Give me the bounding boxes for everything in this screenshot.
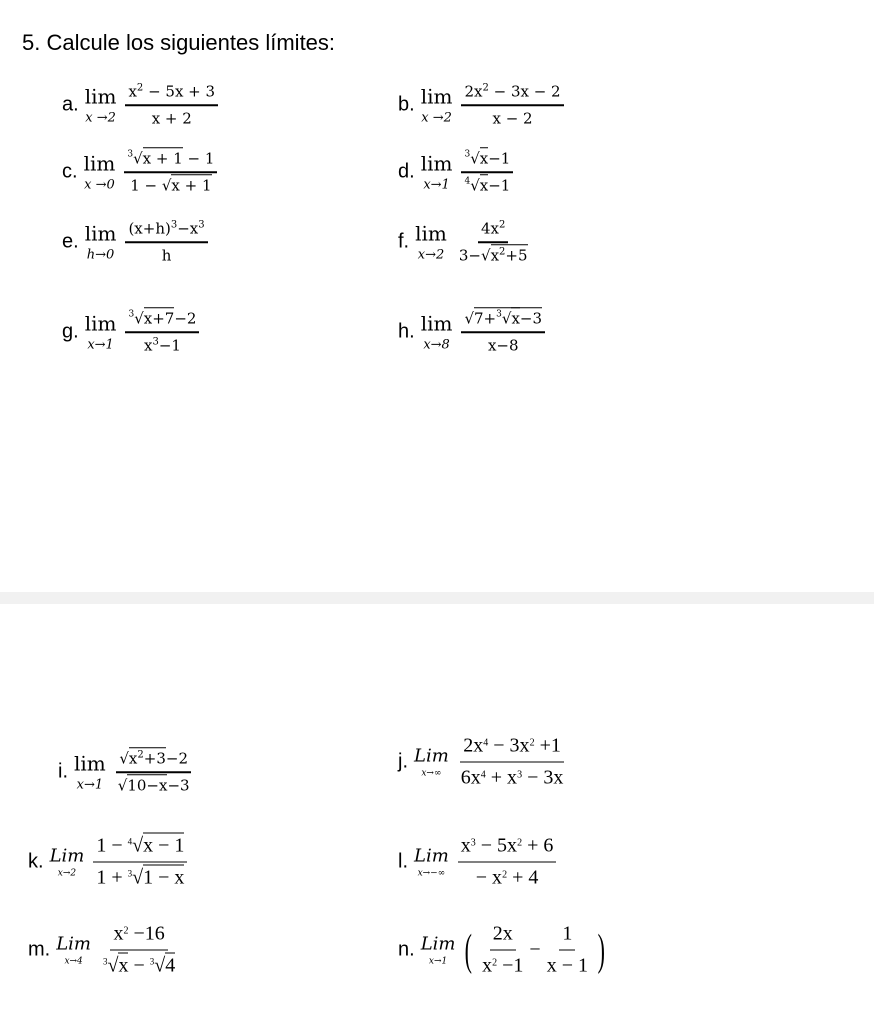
denominator — [115, 773, 193, 795]
radical-sign-icon: √ — [161, 176, 172, 194]
denominator — [456, 243, 531, 265]
limit-subscript: x→1 — [423, 177, 450, 193]
denominator — [159, 243, 175, 265]
limit-exercise — [28, 922, 181, 979]
denominator — [489, 106, 535, 128]
limit-exercise — [398, 922, 609, 979]
math-text: +1 — [534, 734, 561, 757]
numerator — [93, 834, 187, 863]
limit-exercise — [398, 82, 567, 128]
radical-sign-icon: √ — [134, 309, 144, 328]
lim-word: lim — [84, 311, 117, 336]
radical-sign-icon: √ — [107, 954, 119, 977]
fraction — [125, 309, 199, 355]
radical-sign-icon: √ — [470, 149, 480, 168]
radicand — [480, 147, 488, 167]
numerator — [461, 82, 563, 106]
denominator — [141, 333, 184, 355]
math-text: x − 2 — [492, 109, 533, 127]
superscript: 2 — [499, 246, 506, 257]
fraction — [461, 309, 545, 355]
math-text: x — [479, 149, 489, 168]
radicand — [144, 307, 175, 327]
superscript: 2 — [136, 82, 144, 94]
exercise-label: c. — [62, 160, 78, 183]
superscript: 3 — [517, 769, 523, 781]
radical — [464, 149, 488, 167]
math-text: 1 − — [96, 834, 128, 857]
root-index: 3 — [127, 149, 134, 160]
math-text: −3 — [167, 776, 190, 794]
limit-operator — [421, 934, 456, 967]
fraction — [479, 922, 526, 979]
math-text: 10−x — [127, 776, 168, 794]
math-text: − 5x + 3 — [143, 82, 216, 101]
limit-operator — [74, 752, 106, 793]
radical-sign-icon: √ — [501, 309, 512, 328]
numerator — [460, 734, 564, 763]
limit-subscript: x→4 — [64, 956, 83, 967]
math-text: −1 — [488, 176, 511, 194]
exercise-title: 5. Calcule los siguientes límites: — [22, 30, 336, 55]
radical-sign-icon: √ — [117, 776, 128, 794]
limit-exercise — [398, 734, 569, 791]
math-text: x+7 — [143, 309, 175, 328]
limit-subscript: h→0 — [86, 247, 115, 263]
limit-expression — [112, 749, 196, 795]
limit-subscript: x →2 — [421, 110, 452, 126]
radicand — [127, 774, 167, 794]
limit-subscript: x→−∞ — [417, 868, 446, 879]
limit-operator — [421, 152, 453, 193]
math-text: −2 — [165, 749, 188, 768]
exercise-label: l. — [398, 850, 408, 873]
fraction — [461, 149, 513, 195]
fraction — [458, 734, 567, 791]
numerator — [124, 149, 217, 173]
math-text: x — [143, 336, 153, 354]
limit-operator — [85, 222, 117, 263]
math-text: −16 — [128, 922, 165, 945]
math-text: − — [128, 954, 150, 977]
exercise-label: g. — [62, 320, 79, 343]
math-text: − 1 — [182, 149, 215, 168]
fraction — [125, 82, 218, 128]
math-text: −1 — [488, 149, 511, 168]
math-text: − 3x − 2 — [488, 82, 561, 101]
limit-operator — [56, 934, 91, 967]
lim-word: lim — [420, 151, 453, 176]
denominator — [544, 951, 591, 979]
radical — [128, 309, 174, 327]
exercise-label: h. — [398, 320, 415, 343]
exercise-label: k. — [28, 850, 44, 873]
lim-word: lim — [83, 151, 116, 176]
fraction — [115, 749, 193, 795]
lim-word: lim — [415, 221, 447, 246]
fraction — [461, 82, 563, 128]
math-text: x — [460, 834, 471, 857]
root-index: 4 — [464, 176, 471, 186]
exercise-label: d. — [398, 160, 415, 183]
math-text: x — [118, 954, 129, 977]
limit-exercise — [398, 309, 548, 355]
denominator — [461, 173, 513, 195]
math-text: (x+h) — [128, 219, 171, 238]
exercise-label: j. — [398, 750, 408, 773]
limit-operator — [84, 152, 116, 193]
limit-exercise — [58, 749, 196, 795]
radical-sign-icon: √ — [119, 749, 129, 768]
lim-word: Lim — [420, 933, 456, 955]
radical-sign-icon: √ — [464, 309, 475, 328]
limit-exercise — [398, 149, 516, 195]
numerator — [478, 219, 508, 243]
math-text: x — [490, 246, 500, 264]
fraction — [544, 922, 591, 979]
radical — [464, 307, 542, 327]
math-text: x−8 — [487, 336, 519, 354]
root-index: 3 — [149, 956, 155, 967]
radical — [464, 176, 488, 194]
denominator — [127, 173, 214, 195]
numerator — [458, 834, 557, 863]
denominator — [458, 763, 567, 791]
math-text: 4x — [481, 219, 500, 238]
numerator — [116, 749, 191, 773]
superscript: 2 — [137, 749, 144, 761]
page-separator — [0, 592, 874, 604]
lim-word: Lim — [56, 933, 91, 955]
radical-sign-icon: √ — [481, 246, 491, 264]
limit-expression — [453, 219, 534, 265]
math-text: x — [511, 309, 520, 328]
denominator — [93, 863, 187, 891]
radical-sign-icon: √ — [154, 954, 166, 977]
radical-sign-icon: √ — [133, 149, 143, 168]
math-text: x − 1 — [143, 834, 185, 857]
superscript: 3 — [170, 219, 178, 231]
limit-subscript: x→1 — [428, 956, 448, 967]
superscript: 2 — [529, 737, 535, 749]
numerator — [125, 82, 218, 106]
radical — [128, 835, 185, 857]
radical-sign-icon: √ — [132, 866, 144, 889]
math-text: +5 — [505, 246, 528, 264]
math-text: 2x — [463, 734, 484, 757]
exercise-label: n. — [398, 938, 415, 961]
left-paren-icon: ( — [465, 925, 473, 974]
math-text: −1 — [497, 954, 524, 977]
root-index: 3 — [103, 956, 108, 967]
limit-exercise — [398, 219, 534, 265]
limit-exercise — [62, 149, 220, 195]
math-text: − 5x — [475, 834, 518, 857]
math-text: x — [479, 176, 489, 194]
superscript: 2 — [492, 957, 498, 969]
limit-operator — [415, 222, 447, 263]
radical — [119, 747, 166, 767]
math-text: −2 — [174, 309, 197, 328]
lim-word: lim — [84, 221, 117, 246]
numerator — [559, 922, 575, 951]
exercise-label: f. — [398, 230, 410, 253]
radicand — [118, 953, 128, 977]
limit-exercise — [28, 834, 190, 891]
math-text: + 6 — [522, 834, 554, 857]
radicand — [129, 747, 166, 767]
superscript: 3 — [198, 219, 205, 231]
math-text: h — [161, 246, 172, 264]
limit-subscript: x→1 — [76, 777, 104, 793]
lim-word: lim — [420, 84, 453, 109]
math-text: 1 − — [130, 176, 162, 194]
superscript: 3 — [152, 336, 159, 347]
limit-subscript: x→2 — [57, 868, 77, 879]
radical — [118, 774, 168, 794]
lim-word: lim — [84, 84, 117, 109]
fraction — [458, 834, 557, 891]
superscript: 2 — [517, 837, 523, 849]
radicand — [491, 244, 528, 264]
limit-subscript: x→8 — [423, 337, 450, 353]
radicand — [143, 147, 183, 167]
math-text: x — [113, 922, 124, 945]
limit-operator — [421, 312, 453, 353]
limit-operator — [85, 312, 117, 353]
math-text: 2x — [464, 82, 483, 101]
limit-expression — [97, 922, 181, 979]
limit-exercise — [62, 219, 211, 265]
exercise-label: b. — [398, 93, 415, 116]
math-text: 1 — [562, 922, 573, 945]
limit-expression — [458, 309, 548, 355]
lim-word: Lim — [414, 745, 449, 767]
denominator — [473, 863, 542, 891]
radical — [127, 149, 182, 167]
math-text: −1 — [158, 336, 181, 354]
radicand — [171, 174, 211, 194]
numerator — [490, 922, 516, 951]
exercise-label: i. — [58, 760, 68, 783]
radical — [103, 955, 128, 977]
denominator — [100, 951, 178, 979]
superscript: 2 — [123, 925, 129, 937]
radical — [481, 244, 528, 264]
radical — [150, 955, 175, 977]
superscript: 3 — [470, 837, 476, 849]
numerator — [461, 309, 545, 333]
radicand — [474, 307, 542, 327]
fraction — [124, 149, 217, 195]
limit-subscript: x →2 — [85, 110, 116, 126]
limit-operator — [414, 846, 449, 879]
lim-word: lim — [74, 751, 106, 776]
root-index: 3 — [128, 309, 135, 320]
math-text: − 3x — [522, 766, 564, 789]
radical — [162, 174, 212, 194]
math-text: 3− — [458, 246, 482, 264]
limit-expression — [458, 149, 516, 195]
math-text: 7+ — [474, 309, 497, 328]
numerator — [110, 922, 167, 951]
radical-sign-icon: √ — [470, 176, 480, 194]
math-text: − — [529, 938, 541, 961]
fraction — [456, 219, 531, 265]
denominator — [485, 333, 522, 355]
root-index: 3 — [496, 309, 502, 320]
math-text: + 4 — [507, 866, 539, 889]
math-text: + x — [485, 766, 518, 789]
math-text: 6x — [460, 766, 481, 789]
math-text: x + 1 — [142, 149, 183, 168]
math-text: 2x — [492, 922, 513, 945]
math-text: 4 — [165, 954, 176, 977]
superscript: 2 — [499, 219, 506, 231]
limit-expression — [461, 922, 608, 979]
exercise-label: e. — [62, 230, 79, 253]
math-text: − 3x — [488, 734, 530, 757]
fraction — [100, 922, 178, 979]
lim-word: lim — [420, 311, 453, 336]
limit-expression — [455, 834, 560, 891]
limit-subscript: x →0 — [84, 177, 115, 193]
limit-operator — [85, 85, 117, 126]
radical — [496, 309, 520, 327]
limit-expression — [122, 82, 221, 128]
superscript: 4 — [480, 769, 486, 781]
right-paren-icon: ) — [597, 925, 605, 974]
fraction — [93, 834, 187, 891]
math-text: 1 − x — [143, 866, 185, 889]
superscript: 2 — [502, 869, 508, 881]
math-text: −3 — [519, 309, 543, 328]
limit-subscript: x→1 — [87, 337, 114, 353]
math-text: x − 1 — [546, 954, 588, 977]
math-text: x — [128, 749, 138, 768]
fraction — [125, 219, 207, 265]
radicand — [480, 174, 488, 194]
exercise-label: a. — [62, 93, 79, 116]
math-text: x + 1 — [171, 176, 212, 194]
root-index: 3 — [127, 868, 133, 879]
superscript: 2 — [482, 82, 489, 94]
lim-word: Lim — [414, 845, 449, 867]
exercise-label: m. — [28, 938, 51, 961]
limit-subscript: x→∞ — [421, 768, 442, 779]
numerator — [461, 149, 513, 173]
superscript: 4 — [483, 737, 489, 749]
limit-subscript: x→2 — [417, 247, 445, 263]
root-index: 4 — [127, 836, 133, 847]
math-text: 1 + — [96, 866, 128, 889]
limit-expression — [122, 219, 210, 265]
math-text: x + 2 — [151, 109, 192, 127]
math-text: x — [482, 954, 493, 977]
radicand — [143, 865, 184, 889]
numerator — [125, 309, 199, 333]
denominator — [149, 106, 195, 128]
radical-sign-icon: √ — [132, 834, 144, 857]
limit-exercise — [62, 82, 221, 128]
math-text: −x — [177, 219, 199, 238]
math-text: x — [128, 82, 137, 101]
limit-expression — [122, 309, 202, 355]
lim-word: Lim — [49, 845, 85, 867]
math-text: +3 — [143, 749, 166, 768]
root-index: 3 — [464, 149, 471, 160]
limit-expression — [121, 149, 220, 195]
limit-exercise — [398, 834, 559, 891]
radicand — [165, 953, 175, 977]
limit-expression — [458, 82, 566, 128]
limit-expression — [455, 734, 570, 791]
radicand — [511, 307, 519, 327]
limit-expression — [90, 834, 190, 891]
radical — [128, 867, 185, 889]
radicand — [143, 833, 184, 857]
denominator — [479, 951, 526, 979]
limit-operator — [50, 846, 85, 879]
limit-operator — [414, 746, 449, 779]
math-text: − x — [475, 866, 503, 889]
limit-exercise — [62, 309, 202, 355]
limit-operator — [421, 85, 453, 126]
numerator — [125, 219, 207, 243]
